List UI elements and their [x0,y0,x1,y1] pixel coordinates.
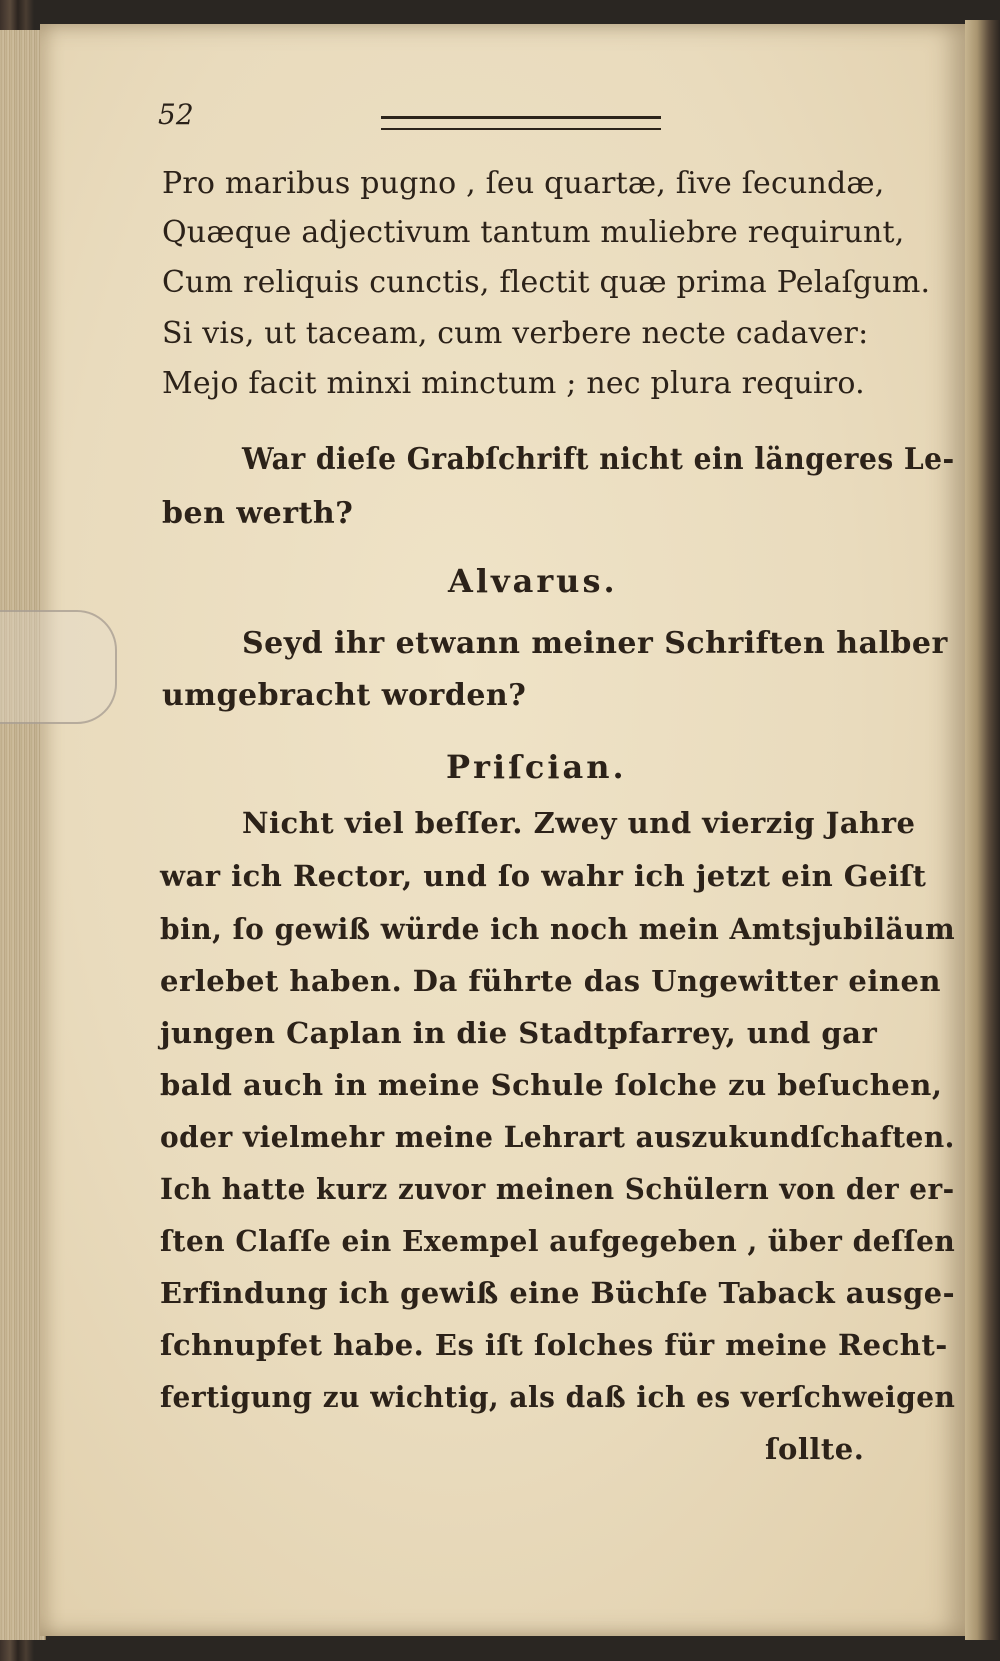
paragraph-line: bald auch in meine Schule ſolche zu beſuchen, [160,1068,943,1102]
page-header [158,98,678,138]
paragraph-line: ſchnupfet habe. Es iſt ſolches für meine Recht- [160,1328,948,1362]
paragraph-line: oder vielmehr meine Lehrart auszukundſchaften. [160,1120,955,1154]
paragraph-line: Erfindung ich gewiß eine Büchſe Taback ausge- [160,1276,956,1310]
page-number: 52 [158,98,194,131]
catchword: ſollte. [765,1432,865,1466]
header-rule [381,116,661,130]
paragraph-line: fertigung zu wichtig, als daß ich es verſchweigen [160,1380,956,1414]
paragraph-line: umgebracht worden? [162,678,527,713]
verse-line: Quæque adjectivum tantum muliebre requirunt, [162,215,905,250]
paragraph-line: Ich hatte kurz zuvor meinen Schülern von der er- [160,1172,955,1206]
paragraph-line: ben werth? [162,496,354,531]
page-clip [0,610,117,724]
paragraph-line: bin, ſo gewiß würde ich noch mein Amtsjubiläum [160,912,956,946]
paragraph-line: jungen Caplan in die Stadtpfarrey, und gar [160,1016,878,1050]
verse-line: Cum reliquis cunctis, flectit quæ prima Pelaſgum. [162,265,931,300]
paragraph-line: war ich Rector, und ſo wahr ich jetzt ein Geiſt [160,859,927,893]
verse-line: Si vis, ut taceam, cum verbere necte cadaver: [162,316,869,351]
speaker-name: Alvarus. [448,562,618,600]
verse-line: Mejo facit minxi minctum ; nec plura requiro. [162,366,865,401]
verse-line: Pro maribus pugno , ſeu quartæ, ſive ſecundæ, [162,166,885,201]
speaker-name: Priſcian. [446,748,627,786]
paragraph-line: erlebet haben. Da führte das Ungewitter einen [160,964,941,998]
paragraph-line: ſten Claſſe ein Exempel aufgegeben , über deſſen [160,1224,956,1258]
book-right-edge [965,20,1000,1640]
paragraph-line: Nicht viel beſſer. Zwey und vierzig Jahre [242,806,916,840]
paragraph-line: Seyd ihr etwann meiner Schriften halber [242,626,948,661]
paragraph-line: War dieſe Grabſchrift nicht ein längeres Le- [242,442,955,477]
